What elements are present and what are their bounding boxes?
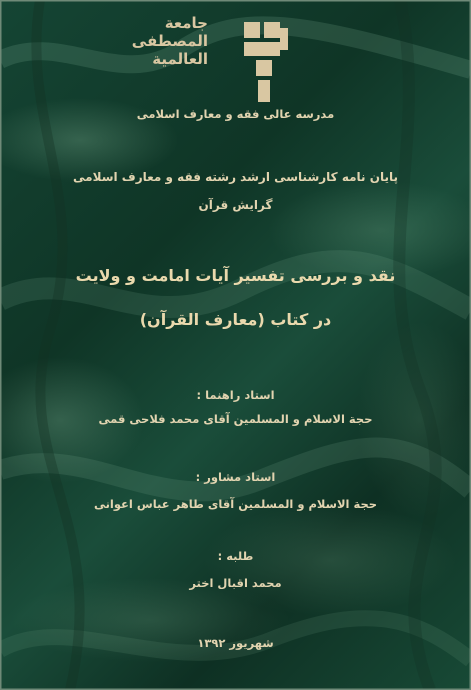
consultant-name: حجة الاسلام و المسلمین آقای طاهر عباس اعوانی bbox=[93, 497, 378, 511]
thesis-title-line-2: در کتاب (معارف القرآن) bbox=[139, 310, 332, 329]
al-mustafa-emblem-icon bbox=[242, 18, 290, 106]
university-name-line-1: جامعة bbox=[164, 14, 208, 32]
student-name: محمد اقبال اختر bbox=[189, 576, 282, 590]
thesis-title-line-1: نقد و بررسی تفسیر آیات امامت و ولایت bbox=[75, 266, 396, 285]
advisor-label: استاد راهنما : bbox=[196, 388, 275, 402]
student-label: طلبه : bbox=[217, 549, 254, 563]
submission-date: شهریور ۱۳۹۲ bbox=[197, 636, 274, 650]
degree-line: پایان نامه کارشناسی ارشد رشته فقه و معارف اسلامی bbox=[73, 170, 398, 184]
university-name-line-3: العالمیة bbox=[152, 50, 208, 68]
university-logo bbox=[131, 10, 290, 110]
advisor-name: حجة الاسلام و المسلمین آقای محمد فلاحی قمی bbox=[98, 412, 373, 426]
university-name-line-2: المصطفی bbox=[131, 32, 208, 50]
branch-line: گرایش قرآن bbox=[198, 198, 273, 212]
consultant-label: استاد مشاور : bbox=[195, 470, 276, 484]
school-name: مدرسه عالی فقه و معارف اسلامی bbox=[136, 107, 335, 121]
university-name bbox=[88, 14, 208, 68]
